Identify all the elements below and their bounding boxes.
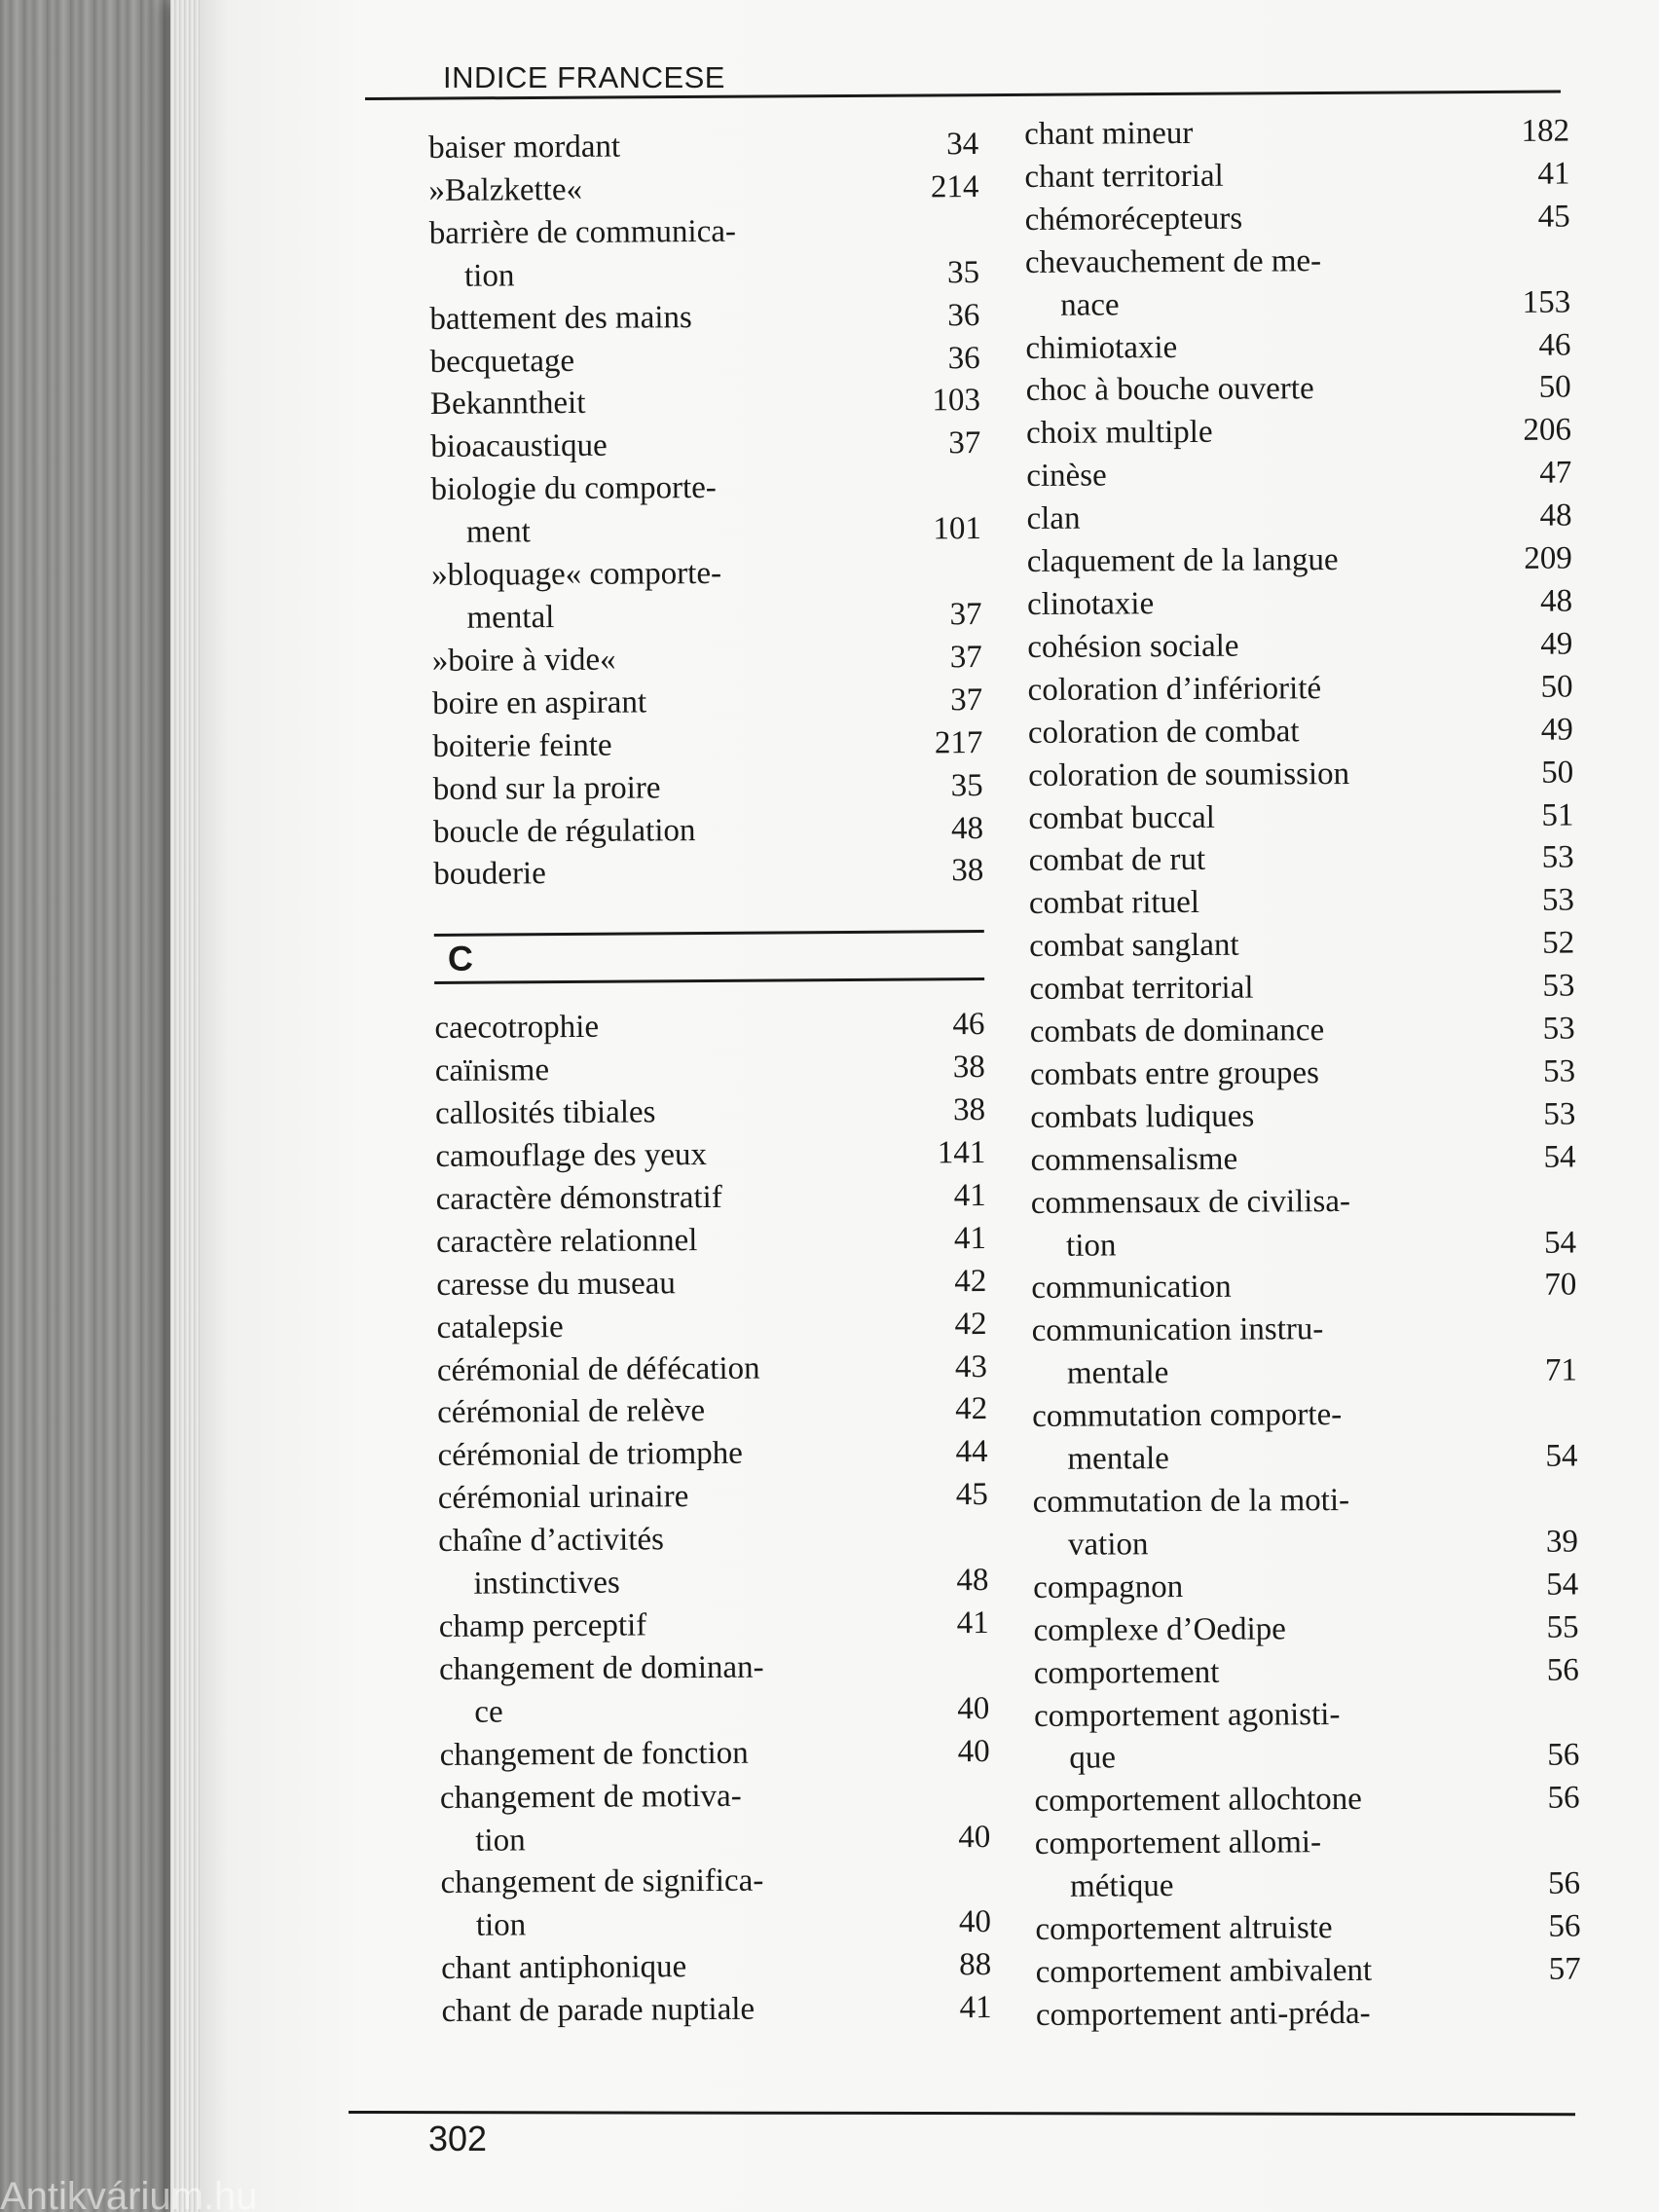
index-entry (1027, 581, 1572, 627)
index-entry (1032, 1393, 1578, 1482)
index-entry (440, 1731, 990, 1778)
entry-page-number: 40 (958, 1904, 992, 1940)
entry-page-number: 41 (956, 1605, 989, 1641)
entry-term: cérémonial urinaire (437, 1479, 689, 1517)
entry-page-number: 35 (950, 767, 983, 803)
entry-term: baiser mordant (428, 129, 621, 166)
index-entry (1035, 1906, 1580, 1952)
entry-page-number: 56 (1548, 1865, 1581, 1901)
section-c (434, 930, 984, 984)
entry-page-number: 103 (932, 383, 981, 419)
entry-term-continuation: tion (475, 1822, 526, 1859)
entry-term-continuation: vation (1067, 1527, 1149, 1563)
index-entry (1027, 623, 1572, 669)
index-entry (434, 1004, 984, 1051)
index-entry (437, 1388, 987, 1435)
entry-term: combat territorial (1029, 970, 1254, 1008)
running-header: INDICE FRANCESE (443, 60, 725, 94)
entry-page-number: 42 (955, 1391, 988, 1427)
entry-page-number: 53 (1542, 1053, 1576, 1089)
entry-page-number: 70 (1544, 1268, 1577, 1304)
index-entry (428, 124, 978, 170)
entry-term-continuation: tion (475, 1907, 527, 1944)
index-entry (430, 423, 980, 469)
entry-page-number: 48 (1539, 583, 1573, 619)
entry-page-number: 45 (955, 1477, 988, 1513)
entry-page-number: 54 (1546, 1567, 1579, 1603)
page-number: 302 (428, 2119, 488, 2158)
entry-page-number: 39 (1545, 1524, 1579, 1560)
index-entry (1026, 410, 1571, 456)
entry-term: changement de fonction (439, 1735, 749, 1773)
entry-term: changement de dominan- (438, 1649, 764, 1687)
index-entry (1033, 1606, 1578, 1652)
entry-term: callosités tibiales (434, 1094, 656, 1132)
entry-term: coloration d’infériorité (1027, 670, 1322, 708)
index-entry (435, 1047, 985, 1093)
index-entry (1036, 1949, 1581, 1995)
index-entry (438, 1517, 989, 1606)
entry-page-number: 38 (952, 1092, 986, 1128)
index-entry (436, 1304, 986, 1350)
index-entry (435, 1089, 985, 1136)
index-entry (437, 1346, 987, 1393)
left-top-entries (428, 124, 984, 897)
entry-term: complexe d’Oedipe (1033, 1611, 1286, 1648)
entry-term: commensaux de civilisa- (1030, 1183, 1351, 1221)
entry-page-number: 56 (1546, 1652, 1579, 1688)
entry-term: clan (1026, 500, 1081, 537)
entry-term: chant antiphonique (441, 1949, 687, 1987)
entry-page-number: 42 (954, 1306, 987, 1342)
entry-term: cinèse (1026, 458, 1107, 495)
entry-term: battement des mains (429, 299, 692, 337)
index-entry (1029, 880, 1574, 926)
entry-term: comportement allochtone (1034, 1782, 1363, 1820)
index-entry (432, 680, 982, 726)
entry-page-number: 46 (952, 1007, 985, 1043)
index-entry (1026, 453, 1571, 498)
entry-term: champ perceptif (438, 1607, 647, 1644)
index-entry (1032, 1308, 1578, 1396)
entry-page-number: 41 (1537, 156, 1570, 192)
entry-page-number: 40 (958, 1819, 991, 1855)
entry-page-number: 53 (1543, 1096, 1576, 1132)
entry-page-number: 45 (1537, 199, 1570, 235)
entry-page-number: 46 (1538, 327, 1571, 363)
entry-term-continuation: instinctives (473, 1565, 620, 1602)
left-column (428, 124, 992, 2034)
watermark: Antikvárium.hu (0, 2177, 258, 2212)
entry-page-number: 53 (1542, 968, 1575, 1004)
entry-term: chémorécepteurs (1024, 201, 1243, 238)
entry-page-number: 53 (1541, 882, 1575, 919)
entry-term: chevauchement de me- (1024, 242, 1322, 280)
entry-term: comportement (1033, 1654, 1220, 1691)
section-letter: C (447, 939, 474, 979)
entry-term: cérémonial de relève (437, 1393, 706, 1431)
entry-term: »boire à vide« (431, 642, 616, 679)
entry-term: comportement ambivalent (1035, 1952, 1373, 1990)
entry-page-number: 48 (1539, 498, 1572, 534)
index-entry (428, 166, 978, 213)
right-column (1024, 111, 1581, 2038)
entry-term: coloration de combat (1027, 713, 1300, 751)
entry-term-continuation: mentale (1067, 1441, 1170, 1477)
entry-page-number: 40 (957, 1733, 990, 1769)
entry-term: »Balzkette« (428, 171, 583, 208)
index-entry (1030, 1093, 1575, 1139)
entry-term: claquement de la langue (1026, 542, 1339, 580)
entry-page-number: 49 (1540, 626, 1573, 662)
index-entry (433, 808, 983, 855)
entry-page-number: 52 (1542, 925, 1575, 961)
entry-page-number: 56 (1547, 1737, 1580, 1774)
index-entry (1033, 1564, 1578, 1609)
index-entry (440, 1859, 991, 1948)
entry-term: chant territorial (1024, 158, 1224, 195)
entry-term: caresse du museau (436, 1266, 676, 1303)
index-entry (441, 1987, 991, 2034)
index-entry (436, 1218, 986, 1265)
entry-term: compagnon (1033, 1568, 1184, 1605)
index-entry (430, 338, 980, 385)
right-entries (1024, 111, 1581, 2038)
index-entry (1036, 1991, 1581, 2037)
index-entry (441, 1944, 991, 1991)
entry-term: becquetage (429, 343, 575, 380)
index-entry (429, 209, 980, 299)
entry-page-number: 88 (959, 1947, 992, 1983)
entry-term: changement de significa- (440, 1863, 764, 1901)
entry-page-number: 209 (1524, 540, 1572, 576)
index-entry (437, 1431, 987, 1478)
entry-term-continuation: nace (1060, 287, 1120, 323)
index-entry (439, 1603, 989, 1649)
entry-term: caractère démonstratif (435, 1179, 722, 1217)
index-entry (436, 1261, 986, 1308)
entry-term: bioacaustique (430, 428, 608, 465)
entry-term-continuation: tion (463, 258, 515, 294)
index-entry (439, 1645, 990, 1735)
entry-term: commensalisme (1030, 1141, 1238, 1178)
index-entry (1029, 837, 1574, 883)
entry-page-number: 50 (1538, 370, 1571, 406)
index-entry (1027, 538, 1572, 584)
entry-page-number: 153 (1522, 284, 1571, 320)
index-entry (429, 295, 979, 342)
index-entry (1030, 1051, 1575, 1096)
index-entry (1026, 367, 1571, 413)
index-entry (438, 1474, 988, 1521)
entry-page-number: 214 (930, 168, 979, 205)
entry-term: boucle de régulation (432, 812, 696, 850)
index-entry (1029, 966, 1574, 1012)
entry-term-continuation: tion (1065, 1228, 1117, 1264)
entry-term: coloration de soumission (1028, 756, 1350, 793)
entry-page-number: 54 (1545, 1438, 1578, 1474)
index-entry (1024, 153, 1569, 199)
entry-term-continuation: que (1069, 1740, 1117, 1777)
index-entry (1034, 1778, 1579, 1824)
index-entry (430, 465, 981, 555)
entry-term: comportement altruiste (1035, 1910, 1333, 1948)
entry-page-number: 41 (953, 1177, 986, 1214)
entry-page-number: 44 (955, 1434, 988, 1470)
entry-page-number: 37 (949, 682, 983, 719)
entry-term: combat sanglant (1029, 927, 1239, 965)
entry-page-number: 101 (933, 511, 982, 547)
entry-page-number: 50 (1540, 669, 1573, 705)
index-entry (1033, 1479, 1579, 1567)
entry-term: boire en aspirant (432, 684, 647, 721)
entry-term-continuation: mentale (1066, 1355, 1169, 1392)
entry-term: biologie du comporte- (430, 470, 717, 508)
index-entry (1026, 496, 1571, 541)
index-entry (1025, 324, 1570, 370)
entry-term: »bloquage« comporte- (431, 555, 722, 594)
entry-page-number: 141 (937, 1135, 986, 1171)
entry-term: communication instru- (1031, 1311, 1324, 1349)
index-entry (431, 551, 982, 641)
index-entry (435, 1132, 985, 1179)
index-entry (1030, 1136, 1575, 1182)
entry-term: combat buccal (1028, 799, 1216, 836)
entry-page-number: 51 (1541, 797, 1574, 833)
index-entry (440, 1774, 991, 1863)
index-entry (1027, 666, 1572, 712)
entry-page-number: 48 (956, 1563, 989, 1599)
entry-term-continuation: ce (474, 1694, 503, 1730)
entry-term: combats de dominance (1029, 1013, 1325, 1051)
entry-page-number: 38 (952, 1050, 985, 1086)
entry-page-number: 50 (1541, 755, 1574, 791)
entry-term: commutation comporte- (1032, 1397, 1343, 1435)
index-entry (1028, 752, 1573, 797)
entry-term: combat rituel (1028, 885, 1200, 922)
page-edges (170, 0, 200, 2212)
entry-page-number: 53 (1542, 1011, 1575, 1047)
index-entry (1030, 1009, 1575, 1054)
entry-page-number: 37 (949, 639, 982, 676)
entry-term: chimiotaxie (1025, 329, 1178, 366)
entry-page-number: 217 (934, 724, 983, 761)
entry-term: combat de rut (1028, 842, 1206, 879)
entry-term-continuation: métique (1070, 1868, 1174, 1904)
entry-page-number: 41 (953, 1220, 987, 1257)
index-entry (1024, 111, 1569, 157)
entry-term: choc à bouche ouverte (1025, 371, 1314, 409)
entry-page-number: 41 (959, 1990, 992, 2026)
entry-term-continuation: ment (465, 514, 532, 550)
entry-page-number: 56 (1547, 1780, 1580, 1817)
entry-term: clinotaxie (1026, 586, 1155, 622)
entry-term: bond sur la proire (432, 769, 661, 807)
index-entry (1025, 196, 1570, 241)
index-entry (1031, 1265, 1576, 1310)
index-entry (1029, 923, 1574, 969)
entry-term: comportement agonisti- (1033, 1696, 1341, 1734)
left-section-entries (434, 1004, 991, 2034)
entry-term: caecotrophie (434, 1010, 600, 1047)
entry-page-number: 54 (1543, 1225, 1577, 1261)
index-entry (433, 850, 983, 897)
entry-term: catalepsie (436, 1309, 564, 1346)
entry-page-number: 36 (947, 297, 980, 333)
index-entry (1028, 709, 1573, 755)
entry-term: chant de parade nuptiale (441, 1991, 756, 2030)
entry-term-continuation: mental (466, 600, 555, 636)
entry-term: comportement allomi- (1034, 1825, 1322, 1862)
index-entry (1034, 1692, 1580, 1781)
entry-term: caïnisme (434, 1052, 550, 1089)
entry-page-number: 206 (1523, 412, 1572, 449)
entry-term: cérémonial de triomphe (437, 1436, 744, 1474)
index-entry (1025, 239, 1571, 327)
entry-page-number: 56 (1548, 1908, 1581, 1944)
entry-term: caractère relationnel (435, 1222, 698, 1260)
index-entry (1034, 1649, 1579, 1695)
index-entry (436, 1175, 986, 1222)
index-entry (1035, 1821, 1581, 1909)
entry-term: combats entre groupes (1029, 1055, 1320, 1092)
index-entry (1028, 794, 1573, 840)
entry-page-number: 55 (1546, 1609, 1579, 1645)
entry-page-number: 40 (957, 1690, 990, 1727)
index-entry (1031, 1179, 1577, 1268)
entry-page-number: 49 (1540, 712, 1573, 748)
entry-page-number: 43 (954, 1348, 988, 1384)
entry-term: commutation de la moti- (1032, 1482, 1350, 1520)
entry-term: Bekanntheit (429, 386, 586, 423)
entry-page-number: 48 (950, 810, 984, 846)
entry-term: barrière de communica- (428, 213, 737, 251)
entry-term: changement de motiva- (439, 1778, 742, 1816)
entry-page-number: 57 (1548, 1951, 1581, 1987)
entry-page-number: 38 (951, 853, 984, 889)
entry-page-number: 35 (946, 254, 980, 291)
entry-term: comportement anti-préda- (1035, 1995, 1371, 2033)
entry-page-number: 182 (1521, 113, 1570, 149)
entry-page-number: 54 (1543, 1139, 1576, 1175)
index-entry (432, 722, 982, 769)
entry-term: boiterie feinte (432, 727, 612, 764)
entry-page-number: 42 (954, 1263, 987, 1300)
entry-term: combats ludiques (1030, 1098, 1255, 1135)
entry-page-number: 53 (1541, 839, 1574, 876)
entry-term: chant mineur (1024, 115, 1194, 152)
entry-page-number: 37 (948, 425, 981, 461)
entry-page-number: 71 (1544, 1352, 1578, 1389)
index-entry (432, 637, 982, 683)
entry-term: camouflage des yeux (435, 1137, 708, 1175)
entry-page-number: 47 (1539, 455, 1572, 492)
entry-term: bouderie (433, 856, 546, 893)
entry-term: chaîne d’activités (438, 1522, 665, 1560)
entry-page-number: 36 (947, 340, 980, 376)
entry-term: choix multiple (1025, 415, 1213, 452)
index-entry (430, 380, 980, 426)
index-entry (433, 765, 983, 812)
entry-term: communication (1031, 1270, 1232, 1307)
entry-page-number: 34 (946, 127, 979, 163)
entry-page-number: 37 (949, 597, 982, 633)
entry-term: cohésion sociale (1027, 628, 1239, 665)
entry-term: cérémonial de défécation (436, 1350, 760, 1388)
